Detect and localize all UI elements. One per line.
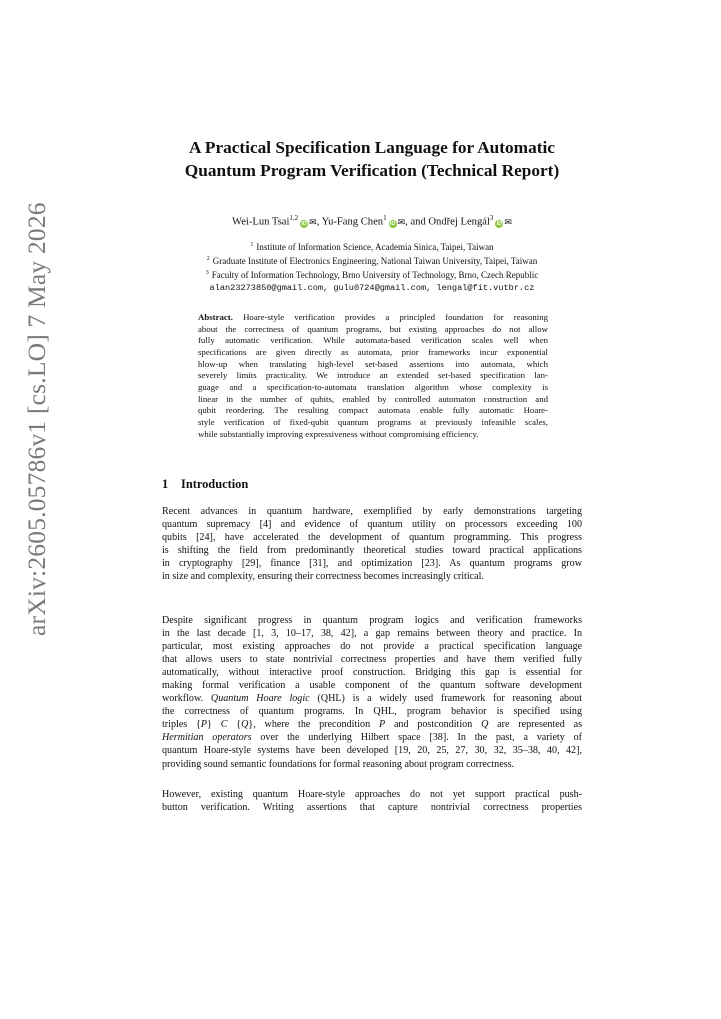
affil-mark: 2 xyxy=(206,256,210,263)
text-line: quantum supremacy [4] and evidence of quantum utility on processors exceeding 100 xyxy=(162,519,582,531)
text-line: in the last decade [1, 3, 10–17, 38, 42], a gap remains between theory and practice. In xyxy=(162,628,582,640)
orcid-icon[interactable]: iD xyxy=(496,220,503,227)
math-var: P xyxy=(200,719,208,731)
text-line: in cryptography [29], finance [31], and optimization [23]. As quantum programs grow xyxy=(162,558,582,570)
abstract-line: about the correctness of quantum programs, but existing approaches do not allow xyxy=(198,323,548,334)
text-span: over the underlying Hilbert space [38]. In the past, a variety of xyxy=(251,732,582,744)
text-span: triples { xyxy=(162,719,201,731)
envelope-icon[interactable]: ✉ xyxy=(397,217,406,228)
paragraph-2 xyxy=(162,614,582,771)
abstract-line: while substantially improving expressiveness without compromising efficiency. xyxy=(198,428,479,439)
paragraph-3 xyxy=(162,788,582,814)
text-line: providing sound semantic foundations for formal reasoning about program correctness. xyxy=(162,758,515,770)
abstract-line: specifications are given directly as automata, prior frameworks incur exponential xyxy=(198,346,548,357)
text-span: and postcondition xyxy=(385,719,482,731)
affil-text: Graduate Institute of Electronics Engineering, National Taiwan University, Taipei, Taiwan xyxy=(212,256,538,267)
author-name: Wei-Lun Tsai xyxy=(232,216,290,228)
affiliations xyxy=(142,239,602,294)
author-affil-mark: 1 xyxy=(383,214,387,222)
text-line xyxy=(162,692,582,705)
text-span: (QHL) is a widely used framework for reasoning about xyxy=(309,693,583,705)
abstract-line: qubit reordering. The resulting compact automata enable fully automatic Hoare- xyxy=(198,405,548,416)
text-line: Recent advances in quantum hardware, exemplified by early demonstrations targeting xyxy=(162,506,582,517)
section-number: 1 xyxy=(162,477,169,491)
author-name: Yu-Fang Chen xyxy=(321,216,384,228)
abstract-text: Hoare-style verification provides a principled foundation for reasoning xyxy=(243,312,549,322)
section-title: Introduction xyxy=(181,477,249,491)
abstract-line: blow-up when translating high-level set-based assertions into automata, which xyxy=(198,358,548,369)
text-line: particular, most existing approaches do not provide a practical specification language xyxy=(162,641,582,653)
envelope-icon[interactable]: ✉ xyxy=(309,217,317,228)
text-line: button verification. Writing assertions that capture nontrivial correctness properties xyxy=(162,802,582,814)
math-var: Q xyxy=(241,719,249,731)
math-var: C xyxy=(220,719,228,731)
abstract-line: style verification of fixed-qubit quantum programs at previously infeasible scales, xyxy=(198,416,548,427)
affil-text: Faculty of Information Technology, Brno University of Technology, Brno, Czech Republic xyxy=(211,270,539,281)
emphasis: Hermitian operators xyxy=(162,732,252,744)
text-line: in size and complexity, ensuring their correctness becomes increasingly critical. xyxy=(162,571,484,583)
abstract-line: severely limits practicality. We introduce an extended set-based specification lan- xyxy=(198,370,548,381)
text-line xyxy=(162,718,582,731)
abstract-line xyxy=(198,312,548,324)
math-var: Q xyxy=(481,719,489,731)
affiliation xyxy=(142,267,602,281)
text-line: quantum Hoare-style systems have been developed [19, 20, 25, 27, 30, 32, 35–38, 40, 42], xyxy=(162,745,582,757)
paper-title xyxy=(162,136,582,182)
arxiv-identifier: arXiv:2605.05786v1 [cs.LO] 7 May 2026 xyxy=(22,202,51,636)
author-separator: , xyxy=(316,216,322,228)
author-separator: , and xyxy=(405,216,429,228)
paragraph-1 xyxy=(162,505,582,583)
text-line: Despite significant progress in quantum program logics and verification frameworks xyxy=(162,615,582,626)
abstract-line: linear in the number of qubits, enabled by controlled automaton construction and xyxy=(198,393,548,404)
abstract-label: Abstract. xyxy=(198,312,233,322)
text-line: is shifting the field from predominantly theoretical studies toward practical applications xyxy=(162,545,582,557)
text-line: that allows users to state nontrivial correctness properties and have them verified fully xyxy=(162,654,582,666)
author-emails[interactable]: alan23273850@gmail.com, gulu0724@gmail.com, lengal@fit.vutbr.cz xyxy=(209,282,535,293)
affil-mark: 1 xyxy=(250,242,254,248)
affil-text: Institute of Information Science, Academia Sinica, Taipei, Taiwan xyxy=(256,242,494,252)
text-line: making formal verification a usable component of the quantum software development xyxy=(162,680,582,692)
text-span: }, where the precondition xyxy=(248,719,379,731)
author-affil-mark: 3 xyxy=(489,214,494,222)
abstract xyxy=(198,312,548,440)
orcid-icon[interactable]: iD xyxy=(389,220,396,227)
affiliation xyxy=(142,253,602,267)
text-line: automatically, without interactive proof construction. Bridging this gap is essential for xyxy=(162,667,582,679)
affil-mark: 3 xyxy=(205,270,209,277)
text-span: } xyxy=(207,719,221,731)
author-name: Ondřej Lengál xyxy=(428,216,490,228)
text-line: the correctness of quantum programs. In QHL, program behavior is specified using xyxy=(162,706,582,718)
text-line xyxy=(162,731,582,744)
title-line-1: A Practical Specification Language for Automatic xyxy=(189,138,555,157)
text-line: qubits [24], have accelerated the development of quantum programming. This progress xyxy=(162,532,582,544)
abstract-line: guage and a specification-to-automata translation algorithm whose complexity is xyxy=(198,381,548,392)
emphasis: Quantum Hoare logic xyxy=(210,693,310,705)
title-line-2: Quantum Program Verification (Technical Report) xyxy=(184,161,560,180)
text-span: workflow. xyxy=(162,693,211,705)
math-var: P xyxy=(378,719,386,731)
text-span: are represented as xyxy=(488,719,582,731)
text-span: { xyxy=(227,719,242,731)
author-list xyxy=(162,211,582,230)
abstract-line: fully automatic verification. While automata-based verification scales well when xyxy=(198,335,548,346)
text-line: However, existing quantum Hoare-style approaches do not yet support practical push- xyxy=(162,789,582,800)
author-affil-mark: 1,2 xyxy=(289,214,299,222)
section-heading xyxy=(162,477,248,492)
affiliation xyxy=(142,239,602,253)
orcid-icon[interactable]: iD xyxy=(301,220,307,227)
envelope-icon[interactable]: ✉ xyxy=(504,217,512,228)
